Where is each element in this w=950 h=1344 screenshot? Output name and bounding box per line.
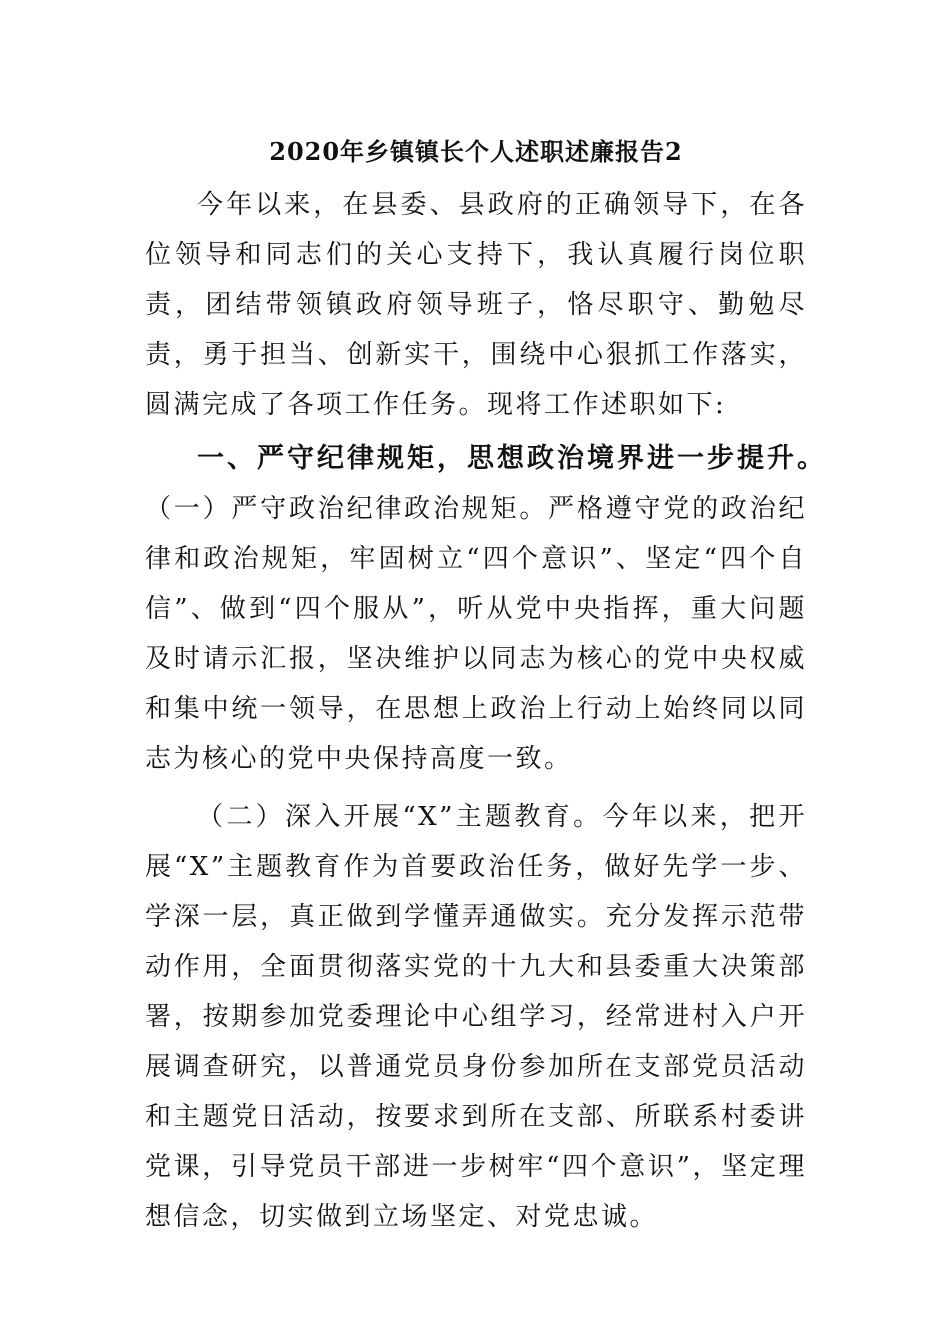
intro-paragraph: 今年以来，在县委、县政府的正确领导下，在各位领导和同志们的关心支持下，我认真履行岗位职责，团结带领镇政府领导班子，恪尽职守、勤勉尽责，勇于担当、创新实干，围绕中心狠抓工作落实，圆满完成了各项工作任务。现将工作述职如下:	[145, 190, 807, 420]
section-heading: 一、严守纪律规矩，思想政治境界进一步提升。	[197, 443, 827, 474]
document-title: 2020年乡镇镇长个人述职述廉报告2	[269, 137, 683, 166]
paragraph-theme-education: （二）深入开展“X”主题教育。今年以来，把开展“X”主题教育作为首要政治任务，做好先学一步、学深一层，真正做到学懂弄通做实。充分发挥示范带动作用，全面贯彻落实党的十九大和县委重大决策部署，按期参加党委理论中心组学习，经常进村入户开展调查研究，以普通党员身份参加所在支部党员活动和主题党日活动，按要求到所在支部、所联系村委讲党课，引导党员干部进一步树牢“四个意识”，坚定理想信念，切实做到立场坚定、对党忠诚。	[145, 802, 807, 1232]
document-page	[145, 130, 827, 1242]
paragraph-political-discipline: （一）严守政治纪律政治规矩。严格遵守党的政治纪律和政治规矩，牢固树立“四个意识”、坚定“四个自信”、做到“四个服从”，听从党中央指挥，重大问题及时请示汇报，坚决维护以同志为核心的党中央权威和集中统一领导，在思想上政治上行动上始终同以同志为核心的党中央保持高度一致。	[145, 494, 807, 774]
